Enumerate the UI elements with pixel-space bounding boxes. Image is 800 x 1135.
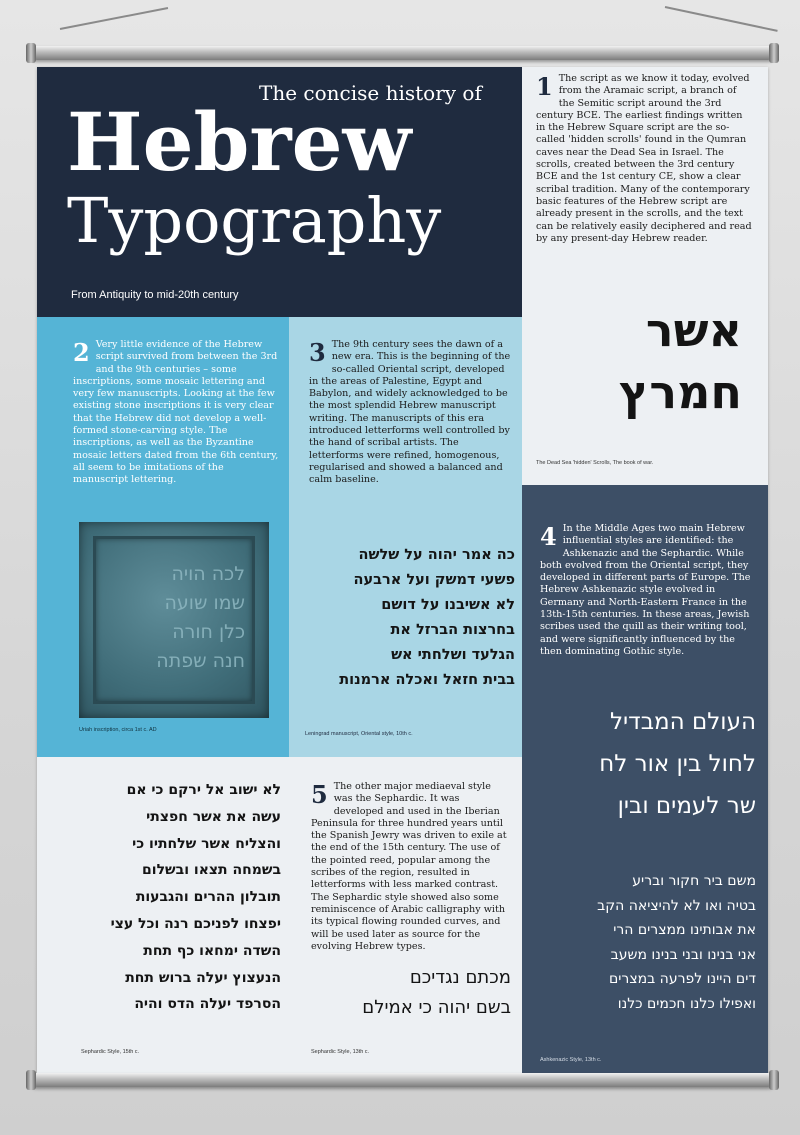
subtitle-line: The concise history of — [259, 81, 482, 105]
ashkenazic-small-line: משם ביר חקור ובריע — [632, 873, 756, 889]
sephardic-left-line: עשה את אשר חפצתי — [146, 808, 281, 825]
leningrad-line: בבית חזאל ואכלה ארמנות — [339, 672, 515, 688]
section-3-text: The 9th century sees the dawn of a new era. This is the beginning of the so-called Oriental script, developed in the areas of Palestine, Egypt and Babylon, and widely acknowledged to be the most splendid Hebrew manuscript writing. The manuscripts of this era introduced letterforms well controlled by the hand of scribal artists. The letterforms were refined, homogenous, regularised and showed a balanced and calm baseline. — [309, 339, 511, 486]
title-typography: Typography — [67, 184, 442, 257]
sephardic-left-line: תובלון ההרים והגבעות — [135, 889, 281, 906]
section-1-number: 1 — [536, 72, 553, 101]
sephardic-left-line: השדה ימחאו כף תחת — [143, 942, 281, 959]
ashkenazic-caption: Ashkenazic Style, 13th c. — [540, 1057, 602, 1063]
ashkenazic-small-sample — [534, 869, 756, 1016]
section-5-number: 5 — [311, 780, 328, 809]
poster — [37, 67, 768, 1077]
ashkenazic-small-line: דים היינו לפרעה במצרים — [609, 971, 756, 987]
sephardic-mid-line: מכתם נגדיכם — [409, 967, 511, 988]
dead-sea-scroll-sample — [582, 299, 742, 423]
section-3-panel — [289, 317, 522, 757]
ashkenazic-large-sample — [534, 701, 756, 827]
dead-sea-caption: The Dead Sea 'hidden' Scrolls, The book of war. — [536, 460, 654, 466]
sephardic-left-line: והצליח אשר שלחתיו כי — [132, 835, 281, 852]
sephardic-left-sample — [69, 777, 281, 1018]
section-1-panel — [522, 67, 768, 485]
ashkenazic-large-line: לחול בין אור לח — [599, 751, 756, 777]
section-2-panel — [37, 317, 289, 757]
dead-sea-line: אשר — [645, 303, 742, 357]
title-hebrew: Hebrew — [67, 95, 412, 189]
uriah-caption: Uriah inscription, circa 1st c. AD — [79, 727, 157, 733]
sephardic-left-line: הנעצוץ יעלה ברוש תחת — [125, 969, 281, 986]
dead-sea-line: חמרץ — [619, 365, 742, 419]
bottom-hanging-rod — [30, 1073, 775, 1087]
section-4-text: In the Middle Ages two main Hebrew influential styles are identified: the Ashkenazic and the Sephardic. While both evolved from the Oriental script, they developed in different parts of Europe. The Hebrew Ashkenazic style evolved in Germany and North-Eastern France in the 13th-15th centuries. In these areas, Jewish scribes used the quill as their writing tool, and were significantly influenced by the then dominating Gothic style. — [540, 523, 751, 657]
title-panel — [37, 67, 522, 317]
leningrad-line: לא אשיבנו על דושם — [381, 597, 515, 613]
stone-carved-text — [103, 560, 245, 676]
section-5-panel — [289, 757, 522, 1077]
stone-line: חנה שפתה — [156, 650, 245, 672]
leningrad-line: הגלעד ושלחתי אש — [391, 647, 515, 663]
section-3-number: 3 — [309, 338, 326, 367]
sephardic-sample-panel — [37, 757, 289, 1077]
date-range: From Antiquity to mid-20th century — [71, 289, 239, 301]
sephardic-mid-sample — [315, 963, 511, 1023]
top-hanging-rod — [30, 46, 775, 60]
ashkenazic-small-line: את אבותינו ממצרים הרי — [613, 922, 756, 938]
leningrad-line: בחרצות הברזל את — [390, 622, 515, 638]
section-5-text: The other major mediaeval style was the Sephardic. It was developed and used in the Iberian Peninsula for three hundred years until the Spanish Jewry was driven to exile at the end of the 15th century. The use of the pointed reed, popular among the scribes of the region, resulted in letterforms with less marked contrast. The Sephardic style showed also some reminiscence of Arabic calligraphy with its typical flowing rounded curves, and will be used later as source for the evolving Hebrew types. — [311, 781, 507, 952]
uriah-stone-inscription — [79, 522, 269, 718]
sephardic-mid-line: בשם יהוה כי אמילם — [362, 997, 511, 1018]
leningrad-manuscript-sample — [303, 543, 515, 693]
leningrad-caption: Leningrad manuscript, Oriental style, 10th c. — [305, 731, 413, 737]
sephardic-left-line: בשמחה תצאו ובשלום — [142, 862, 281, 879]
stone-line: שמו שועה — [164, 592, 245, 614]
section-1-text: The script as we know it today, evolved from the Aramaic script, a branch of the Semitic script around the 3rd century BCE. The earliest findings written in the Hebrew Square script are the so-called 'hidden scrolls' found in the Qumran caves near the Dead Sea in Israel. The scrolls, created between the 3rd century BCE and the 1st century CE, show a clear scribal tradition. Many of the contemporary basic features of the Hebrew script are already present in the scrolls, and the text can be relatively easily deciphered and read by any present-day Hebrew reader. — [536, 73, 752, 244]
section-2-text: Very little evidence of the Hebrew script survived from between the 3rd and the 9th centuries – some inscriptions, some mosaic lettering and very few manuscripts. Looking at the few existing stone inscriptions it is very clear that the Hebrew did not develop a well-formed stone-carving style. The inscriptions, as well as the Byzantine mosaic letters dated from the 6th century, all seem to be imitations of the manuscript lettering. — [73, 339, 279, 486]
ashkenazic-small-line: ואפילו כלנו חכמים כלנו — [617, 995, 756, 1012]
section-4-number: 4 — [540, 522, 557, 551]
ashkenazic-large-line: שר לעמים ובין — [617, 793, 756, 819]
sephardic-left-line: יפצחו לפניכם רנה וכל עצי — [110, 915, 281, 932]
leningrad-line: פשעי דמשק ועל ארבעה — [353, 572, 515, 588]
sephardic-mid-caption: Sephardic Style, 13th c. — [311, 1049, 370, 1055]
section-2-number: 2 — [73, 338, 90, 367]
section-4-panel — [522, 485, 768, 1077]
sephardic-left-line: הסרפד יעלה הדס והיה — [134, 996, 281, 1013]
sephardic-left-line: לא ישוב אל ירקם כי אם — [126, 782, 281, 798]
ashkenazic-small-line: אני בנינו ובני בנינו משעב — [610, 946, 756, 963]
sephardic-left-caption: Sephardic Style, 15th c. — [81, 1049, 140, 1055]
stone-line: כלן חורה — [172, 621, 245, 643]
ashkenazic-large-line: העולם המבדיל — [609, 709, 756, 735]
leningrad-line: כה אמר יהוה על שלשה — [358, 547, 515, 563]
stone-line: לכה הויה — [171, 563, 245, 585]
ashkenazic-small-line: בטיה ואו לא להיציאה הקב — [597, 897, 756, 914]
